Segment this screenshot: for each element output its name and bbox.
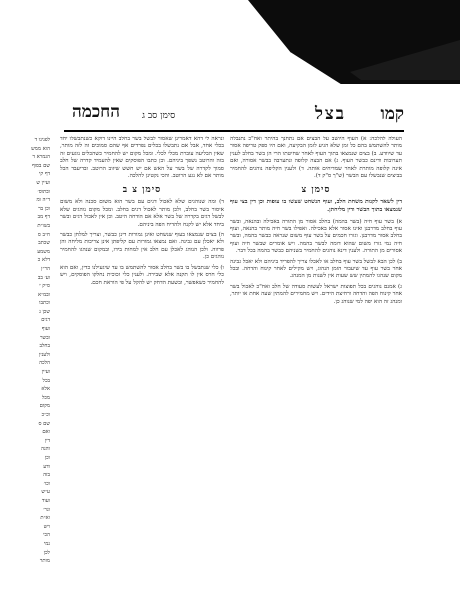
margin-note-line: ח״ב ס xyxy=(37,231,50,238)
margin-note-line: הלכה xyxy=(39,360,50,367)
paragraph: א) בשר עוף חיה (בשר בהמה) בחלב אסור מן התורה באכילה ובהנאה, ובשר עוף בחלב מדרבנן ואינו אסור אלא באכילה. ואפילו בשר חיה מותר בהנאה, ועוף בחלב אסור מדרבנן. וגזרו חכמים על בשר עוף משום שנראה כבשר בהמה, ובשר חיה נמי גזרו משום שהוא דומה לבשר בהמה. ויש אומרים שבשר חיה ועוף אסורים מן התורה. ולענין דינא נוהגים להחמיר בשניהם כבשר בהמה בכל דבר. xyxy=(230,218,402,255)
margin-note-line: בכל xyxy=(42,377,50,384)
margin-note-line: ונר׳ xyxy=(43,506,50,513)
margin-note-line: דף קי xyxy=(39,171,50,178)
margin-note-line: משמע xyxy=(37,248,50,255)
margin-note-line: והנה xyxy=(41,446,50,453)
margin-note-line: הכי xyxy=(43,532,50,539)
margin-note-line: ועוף xyxy=(41,326,50,333)
paragraph: ונראה לי דהא דאמרינן שאסור לבשל בשר בחלב היינו דוקא כשנתבשלו יחד בכלי אחד, אבל אם נתבשלו בכלים נפרדים אף שהם סמוכים זה לזה מותר, שאין הבליעה עוברת מכלי לכלי. ומכל מקום יש להחמיר כשהכלים נוגעים זה בזה והרוטב נשפך ביניהם. וכן כתבו הפוסקים שאין להעמיד קדרה של חלב סמוך לקדרה של בשר על האש אם יש חשש שיזוב הרוטב. ובדיעבד הכל מותר אם לא נגע הרוטב. והכי נקטינן להלכה. xyxy=(60,136,224,180)
margin-note-line: בזה xyxy=(43,472,50,479)
margin-note-line: מכל xyxy=(41,394,50,401)
margin-note-line: אלא xyxy=(41,386,50,393)
paragraph: ו) כלי שנתבשל בו בשר בחלב אסור להשתמש בו עד שיגעילנו כדין, ואם הוא כלי חרס אין לו תקנה אלא שבירה. ולענין כלי זכוכית נחלקו הפוסקים, ויש להחמיר כשאפשר, ובשעת הדחק יש להקל על פי הוראת חכם. xyxy=(60,264,224,286)
margin-note-line: וכן בר xyxy=(38,205,50,212)
margin-notes-column xyxy=(4,136,50,576)
margin-note-line: ובתוס׳ xyxy=(37,188,50,195)
margin-note-line: הגמרא ד xyxy=(32,154,50,161)
margin-note-line: נמי xyxy=(43,540,50,547)
margin-note-line: דלא כ xyxy=(37,257,50,264)
section-intro: דין לשאר לקנות משחת חלב, ועוף הנשחט שעשו בו עופות וכן דין בצי עוף שנמצאו בתוך הבשר ודין מליחתן. xyxy=(230,199,402,214)
margin-note-line: שם ס xyxy=(38,420,50,427)
margin-note-line: וכ״כ xyxy=(41,412,50,418)
paragraph: ב) לכן הבא לבשל בשר עוף בחלב או לאכלו צריך להפריד ביניהם ולא יאכל גבינה אחר בשר עוף עד שיעבור הזמן הנהוג, ויש מקילים לאחר קינוח והדחה. ובכל מקום שנהגו להמתין שש שעות אין לשנות מן המנהג. xyxy=(230,258,402,280)
margin-note-line: וע׳ בב xyxy=(37,274,50,281)
page-number: קמו xyxy=(380,104,404,124)
margin-note-line: שכן נ xyxy=(39,308,50,315)
margin-note-line: ואם xyxy=(42,429,50,436)
section-heading: סימן צ ב xyxy=(122,185,162,196)
section-heading: סימן צ xyxy=(301,185,331,196)
right-text-column xyxy=(230,136,402,576)
margin-note-line: דף מב xyxy=(37,214,50,221)
margin-note-line: וא״ת xyxy=(40,515,50,522)
siman-label: סימן סב ג xyxy=(142,111,176,121)
margin-note-line: ודע xyxy=(43,463,50,470)
margin-note-line: דין xyxy=(44,437,50,444)
paragraph: ד) ומה שנוהגים שלא לאכול דגים עם בשר הוא משום סכנה ולא משום איסור בשר בחלב, ולכן מותר לאכול דגים בחלב. ומכל מקום נוהגים שלא לבשל דגים בקדרה של בשר אלא אם הודחה היטב. וכן אין לאכול דגים ובשר ביחד אלא יש לקנח ולהדיח הפה ביניהם. xyxy=(60,199,224,228)
margin-note-line: ע״ש xyxy=(41,489,50,496)
margin-note-line: ס״ק י xyxy=(39,283,50,290)
left-text-column xyxy=(60,136,224,576)
margin-note-line: וכן xyxy=(44,454,50,461)
page-header xyxy=(64,100,404,132)
header-rule xyxy=(64,130,404,132)
paragraph: ג) אמנם נוהגים בכל תפוצות ישראל לעשות סעודה של חלב ואח"כ לאכול בשר אחר קינוח הפה והדחה ורחיצת הידים. ויש מחמירים להמתין שעה אחת או יותר, ומנהג זה הוא יפה למי שנוהג כן. xyxy=(230,283,402,305)
book-subtitle: החכמה xyxy=(72,102,121,122)
margin-note-line: ד״ה ומ xyxy=(36,197,50,204)
margin-note-line: דגים xyxy=(41,317,50,324)
margin-note-line: מותר xyxy=(39,558,50,565)
margin-note-line: שכתב xyxy=(38,240,50,247)
margin-note-line: וכו׳ xyxy=(43,480,50,487)
margin-note-line: מקום xyxy=(39,403,50,410)
margin-note-line: וכתבו xyxy=(39,300,50,307)
margin-note-line: לכן xyxy=(43,549,50,556)
margin-note-line: ובמ״א xyxy=(38,291,50,298)
margin-note-line: ויש xyxy=(43,523,50,530)
margin-note-line: ועיין ש xyxy=(36,179,50,186)
margin-note-line: ובשר xyxy=(39,334,50,341)
margin-note-line: שם בסוף xyxy=(31,162,50,169)
page-title: בצל xyxy=(314,104,346,124)
paragraph: ה) בצים שנמצאו בעוף שנשחט ואינן גמורות דינן כבשר, וצריך למלחן כבשר ולא יאכלן עם גבינה. ואם נמצאו גמורות עם קליפתן אינן צריכות מליחה והן פרווה. ולכן הנוהג לאכלן עם חלב אין למחות בידו, ובמקום שנהגו להחמיר נוהגים כן. xyxy=(60,232,224,261)
margin-note-line: ועוד xyxy=(41,497,50,504)
margin-note-line: ועיין xyxy=(41,369,50,376)
margin-note-line: הר״ן xyxy=(41,265,50,272)
margin-note-line: לפנינו ד xyxy=(34,137,50,143)
margin-note-line: הוא ממש xyxy=(31,145,50,152)
margin-note-line: בשו״ת xyxy=(37,222,50,229)
paragraph: העולה להלכה: א) העוף היושב על הבצים אם נתחנך בהיתר ואח"כ נתנבלה מותר להשתמש בהם כל זמן שלא הגיע לזמן הבקיעה, ואם היו ספק טריפה אסור עד שיוודע. ב) בצים שנמצאו בתוך העוף לאחר שחיטתו הרי הן בשר בחלב לענין תערובות ודינם כבשר העוף. ג) אם הבצה קלופה ונתערבה בבשר אסורה, ואם אינה קלופה מותרת לאחר שמדיחים אותה. ד) ולענין הקליפה נוהגים להחמיר בביצים שנבשלו עם הבשר (ש"ך ס"ק ד). xyxy=(230,136,402,180)
margin-note-line: בחלב xyxy=(39,343,50,350)
margin-note-line: ולענין xyxy=(38,351,50,358)
